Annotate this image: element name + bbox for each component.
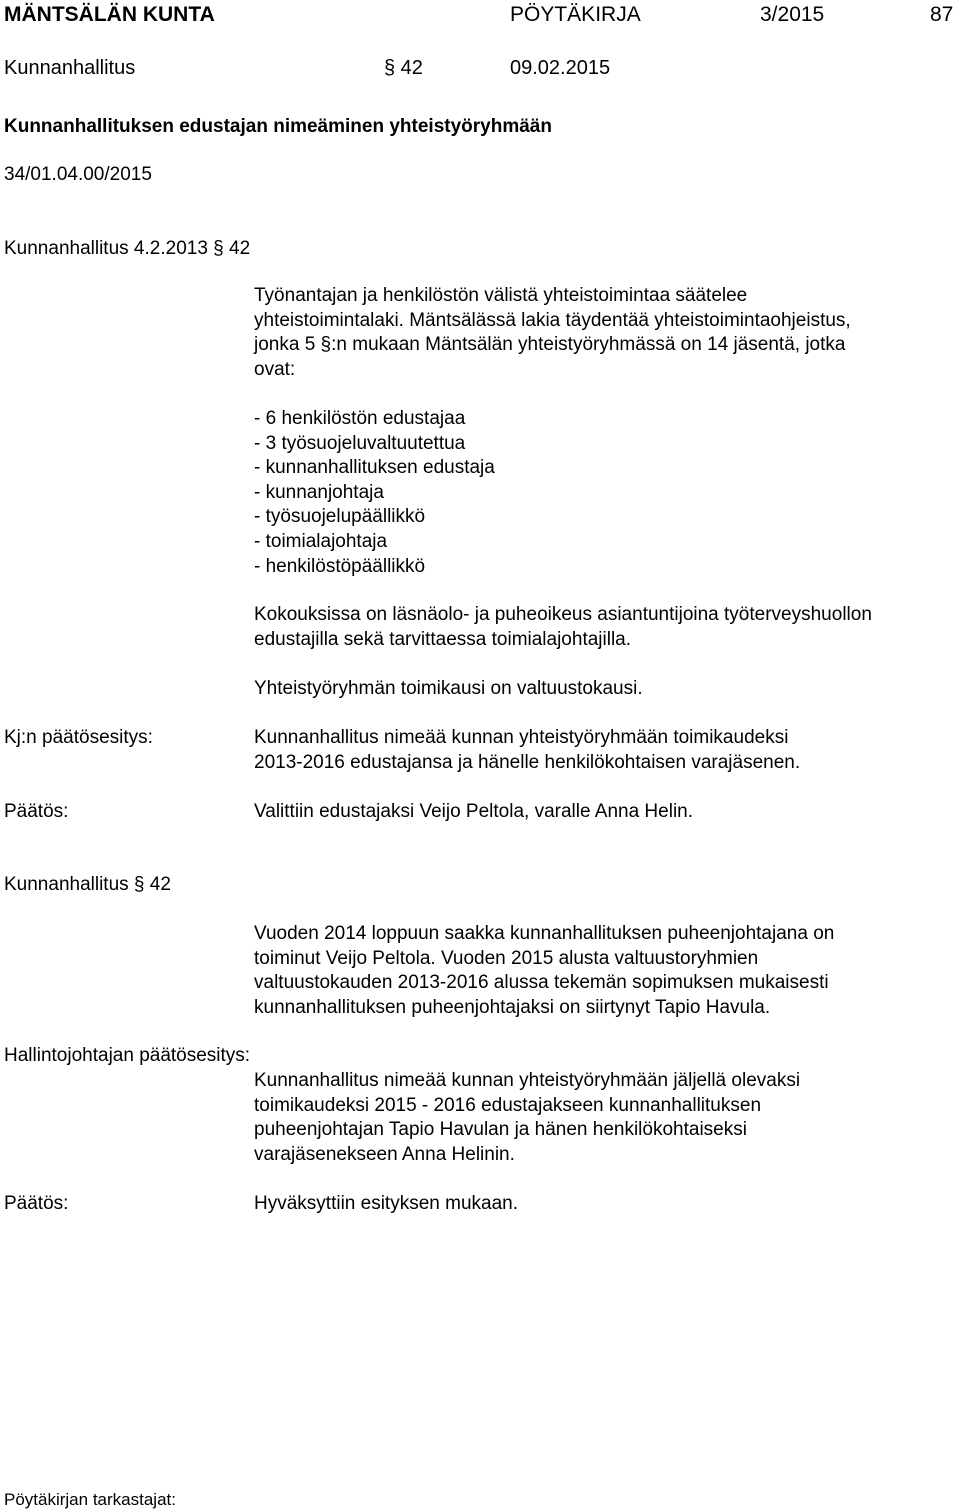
- record-number: 34/01.04.00/2015: [4, 164, 152, 185]
- page-number: 87: [930, 3, 954, 26]
- intro-line: Työnantajan ja henkilöstön välistä yhteistoimintaa säätelee: [254, 285, 748, 306]
- proposal-line: toimikaudeksi 2015 - 2016 edustajakseen kunnanhallituksen: [254, 1094, 762, 1116]
- proposal-line: puheenjohtajan Tapio Havulan ja hänen henkilökohtaiseksi: [254, 1119, 747, 1141]
- background-line: toiminut Veijo Peltola. Vuoden 2015 alusta valtuustoryhmien: [254, 947, 759, 969]
- decision-label: Päätös:: [4, 1193, 69, 1214]
- list-item: - työsuojelupäällikkö: [254, 506, 426, 528]
- document-number: 3/2015: [760, 3, 825, 26]
- proposal-line: 2013-2016 edustajansa ja hänelle henkilökohtaisen varajäsenen.: [254, 751, 801, 773]
- proposal-line: Kunnanhallitus nimeää kunnan yhteistyöryhmään jäljellä olevaksi: [254, 1070, 801, 1091]
- proposal-line: Kunnanhallitus nimeää kunnan yhteistyöryhmään toimikaudeksi: [254, 727, 789, 748]
- proposal-label: Kj:n päätösesitys:: [4, 727, 153, 748]
- decision-text: Valittiin edustajaksi Veijo Peltola, varalle Anna Helin.: [254, 801, 694, 822]
- intro-paragraph: [254, 284, 954, 382]
- intro-line: jonka 5 §:n mukaan Mäntsälän yhteistyöryhmässä on 14 jäsentä, jotka: [254, 334, 846, 356]
- background-line: valtuustokauden 2013-2016 alussa tekemän sopimuksen mukaisesti: [254, 972, 829, 994]
- attendance-line: Kokouksissa on läsnäolo- ja puheoikeus asiantuntijoina työterveyshuollon: [254, 604, 872, 625]
- intro-line: ovat:: [254, 358, 296, 380]
- proposal-paragraph: [254, 1069, 954, 1167]
- list-item: - henkilöstöpäällikkö: [254, 555, 426, 577]
- intro-line: yhteistoimintalaki. Mäntsälässä lakia täydentää yhteistoimintaohjeistus,: [254, 309, 851, 331]
- attendance-line: edustajilla sekä tarvittaessa toimialajohtajilla.: [254, 628, 632, 650]
- decision-text: Hyväksyttiin esityksen mukaan.: [254, 1193, 518, 1214]
- list-item: - toimialajohtaja: [254, 530, 388, 552]
- background-line: Vuoden 2014 loppuun saakka kunnanhallituksen puheenjohtajana on: [254, 923, 835, 944]
- proposal-label: Hallintojohtajan päätösesitys:: [4, 1045, 251, 1066]
- list-item: - kunnanjohtaja: [254, 481, 384, 503]
- document-type: PÖYTÄKIRJA: [510, 3, 641, 26]
- attendance-paragraph: [254, 603, 954, 652]
- term-paragraph: Yhteistyöryhmän toimikausi on valtuustokausi.: [254, 678, 643, 699]
- proposal-paragraph: [254, 726, 954, 775]
- list-item: - 3 työsuojeluvaltuutettua: [254, 432, 466, 454]
- proposal-line: varajäsenekseen Anna Helinin.: [254, 1143, 515, 1165]
- municipality-name: MÄNTSÄLÄN KUNTA: [4, 3, 215, 26]
- decision-label: Päätös:: [4, 801, 69, 822]
- background-paragraph: [254, 922, 954, 1020]
- inspectors-label: Pöytäkirjan tarkastajat:: [4, 1490, 176, 1509]
- member-list: [254, 407, 495, 579]
- meeting-date: 09.02.2015: [510, 57, 611, 79]
- list-item: - kunnanhallituksen edustaja: [254, 457, 495, 479]
- history-heading-2015: Kunnanhallitus § 42: [4, 874, 171, 895]
- history-heading-2013: Kunnanhallitus 4.2.2013 § 42: [4, 238, 251, 259]
- list-item: - 6 henkilöstön edustajaa: [254, 408, 466, 429]
- background-line: kunnanhallituksen puheenjohtajaksi on siirtynyt Tapio Havula.: [254, 996, 771, 1018]
- page-title: Kunnanhallituksen edustajan nimeäminen yhteistyöryhmään: [4, 116, 552, 137]
- meeting-section: § 42: [384, 57, 423, 79]
- meeting-body: Kunnanhallitus: [4, 57, 136, 79]
